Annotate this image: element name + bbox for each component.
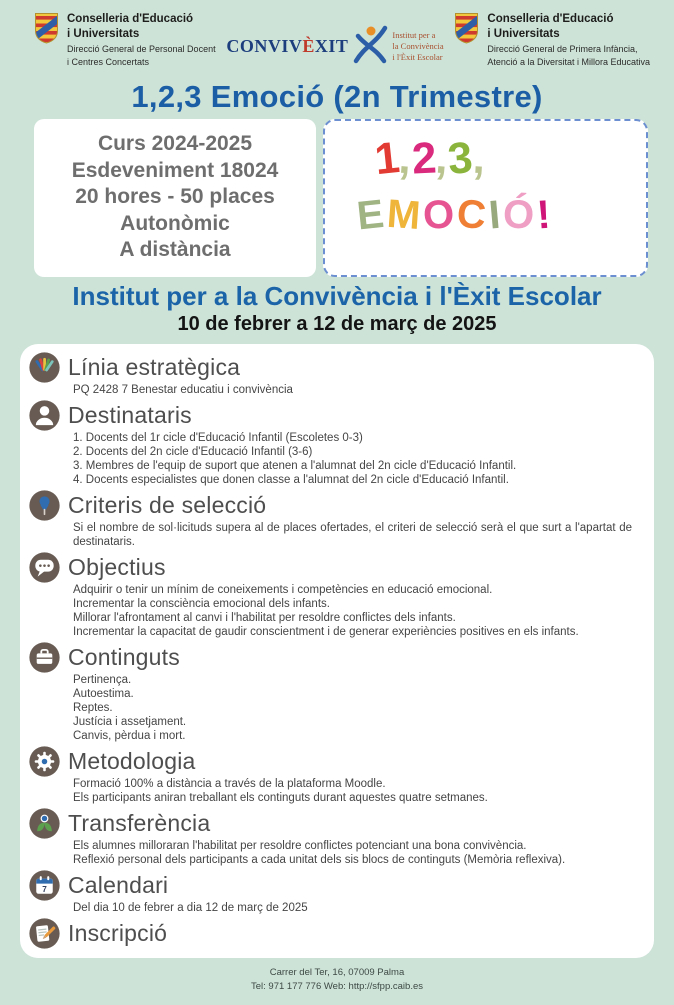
section: [28, 642, 636, 743]
convivexit-logo: [226, 24, 443, 69]
section-title: Criteris de selecció: [68, 491, 267, 518]
section: [28, 870, 636, 915]
flower-icon: [28, 807, 61, 840]
emocio-art-line2: [354, 191, 636, 239]
person-icon: [28, 399, 61, 432]
inscription-icon: [28, 917, 61, 950]
color-fan-icon: [28, 351, 61, 384]
section-title: Destinataris: [68, 401, 192, 428]
section-text-line: Millorar l'afrontament al canvi i l'habilitat per resoldre conflictes dels infants.: [73, 612, 456, 624]
pushpin-icon: [28, 489, 61, 522]
section-body: [73, 673, 632, 743]
date-range: 10 de febrer a 12 de març de 2025: [177, 313, 497, 335]
crayon-letter: ,: [434, 133, 451, 184]
section-title: Continguts: [68, 643, 180, 670]
subtitle: Institut per a la Convivència i l'Èxit Escolar: [72, 281, 602, 311]
header: [0, 0, 674, 69]
right-gov-logo: [454, 12, 650, 68]
emocio-art-box: [323, 119, 648, 277]
dept-name: Atenció a la Diversitat i Millora Educativa: [487, 57, 650, 68]
boxes-row: [0, 119, 674, 277]
svg-text:7: 7: [42, 884, 47, 894]
crayon-letter: !: [535, 192, 556, 238]
section: [28, 352, 636, 397]
section-text-line: Els participants aniran treballant els continguts durant aquestes quatre setmanes.: [73, 792, 488, 804]
section-title: Inscripció: [68, 919, 168, 946]
crayon-letter: ,: [471, 133, 487, 184]
footer-address: Carrer del Ter, 16, 07009 Palma: [269, 967, 405, 978]
section-text-line: Reptes.: [73, 702, 113, 714]
brand-text: CONVIVÈXIT: [226, 36, 349, 56]
info-line: A distància: [119, 238, 231, 261]
section-body: [73, 383, 632, 397]
section: [28, 552, 636, 639]
section: [28, 918, 636, 948]
briefcase-icon: [28, 641, 61, 674]
section-text-line: Pertinença.: [73, 674, 132, 686]
footer: [0, 966, 674, 995]
section-text-line: 3. Membres de l'equip de suport que atenen a l'alumnat del 2n cicle d'Educació Infantil.: [73, 460, 517, 472]
section-body: [73, 839, 632, 867]
section-text-line: 2. Docents del 2n cicle d'Educació Infantil (3-6): [73, 446, 313, 458]
crayon-letter: 1: [372, 132, 402, 185]
person-figure-icon: [351, 24, 389, 69]
crayon-letter: E: [354, 191, 389, 239]
tagline: Institut per a la Convivència i l'Èxit Escolar: [392, 29, 444, 63]
page-title: 1,2,3 Emoció (2n Trimestre): [131, 79, 543, 114]
left-gov-logo: [34, 12, 216, 68]
crayon-letter: C: [455, 191, 491, 239]
section: [28, 400, 636, 487]
crayon-letter: 2: [410, 133, 438, 184]
info-line: Autonòmic: [120, 211, 230, 235]
section-text-line: Justícia i assetjament.: [73, 716, 187, 728]
section-text-line: Incrementar la capacitat de gaudir conscientment i de generar experiències positives en els infants.: [73, 626, 579, 638]
org-name: Conselleria d'Educació: [67, 13, 194, 25]
org-name: i Universitats: [67, 27, 140, 40]
section-text-line: Reflexió personal dels participants a cada unitat dels sis blocs de continguts (Memòria reflexiva).: [73, 854, 566, 866]
section-text-line: Incrementar la consciència emocional dels infants.: [73, 598, 330, 610]
section-text-line: Autoestima.: [73, 688, 134, 700]
section-text-line: Si el nombre de sol·licituds supera al de places ofertades, el criteri de selecció serà el que surt a l'apartat de destinataris.: [73, 522, 632, 548]
section-body: [73, 521, 632, 549]
content-card: [20, 344, 654, 958]
dept-name: i Centres Concertats: [67, 57, 150, 68]
section: [28, 490, 636, 549]
crayon-letter: ,: [397, 133, 414, 184]
section-text-line: 4. Docents especialistes que donen classe a l'alumnat del 2n cicle d'Educació Infantil.: [73, 474, 509, 486]
crayon-letter: 3: [446, 133, 475, 184]
section: [28, 746, 636, 805]
emocio-art-line1: [357, 132, 636, 185]
section: [28, 808, 636, 867]
calendar-icon: [28, 869, 61, 902]
info-line: Curs 2024-2025: [97, 132, 253, 155]
crayon-letter: I: [487, 192, 506, 238]
section-title: Transferència: [68, 809, 211, 836]
section-body: [73, 777, 632, 805]
crayon-letter: O: [421, 192, 459, 238]
crayon-letter: Ó: [502, 192, 539, 238]
dept-name: Direcció General de Personal Docent: [67, 43, 216, 54]
section-title: Objectius: [68, 553, 166, 580]
coat-of-arms-icon: [454, 12, 479, 50]
section-text-line: PQ 2428 7 Benestar educatiu i convivència: [73, 384, 293, 396]
info-line: 20 hores - 50 places: [75, 185, 275, 208]
section-text-line: Del dia 10 de febrer a dia 12 de març de 2025: [73, 902, 308, 914]
info-line: Esdeveniment 18024: [71, 158, 279, 182]
course-info-box: [34, 119, 316, 277]
section-title: Calendari: [68, 871, 169, 898]
org-name: Conselleria d'Educació: [487, 13, 614, 25]
section-text-line: Formació 100% a distància a través de la plataforma Moodle.: [73, 778, 386, 790]
speech-bubble-icon: [28, 551, 61, 584]
section-title: Metodologia: [68, 747, 196, 774]
section-title: Línia estratègica: [68, 353, 241, 380]
org-name: i Universitats: [487, 27, 560, 40]
section-text-line: 1. Docents del 1r cicle d'Educació Infantil (Escoletes 0-3): [73, 432, 363, 444]
section-body: [73, 583, 632, 639]
section-text-line: Adquirir o tenir un mínim de coneixements i competències en educació emocional.: [73, 584, 493, 596]
section-body: [73, 901, 632, 915]
section-text-line: Canvis, pèrdua i mort.: [73, 730, 186, 742]
crayon-letter: M: [385, 191, 425, 239]
section-body: [73, 431, 632, 487]
coat-of-arms-icon: [34, 12, 59, 50]
section-text-line: Els alumnes milloraran l'habilitat per resoldre conflictes potenciant una bona convivència.: [73, 840, 527, 852]
footer-contact: Tel: 971 177 776 Web: http://sfpp.caib.es: [251, 981, 423, 993]
gear-icon: [28, 745, 61, 778]
dept-name: Direcció General de Primera Infància,: [487, 43, 638, 54]
